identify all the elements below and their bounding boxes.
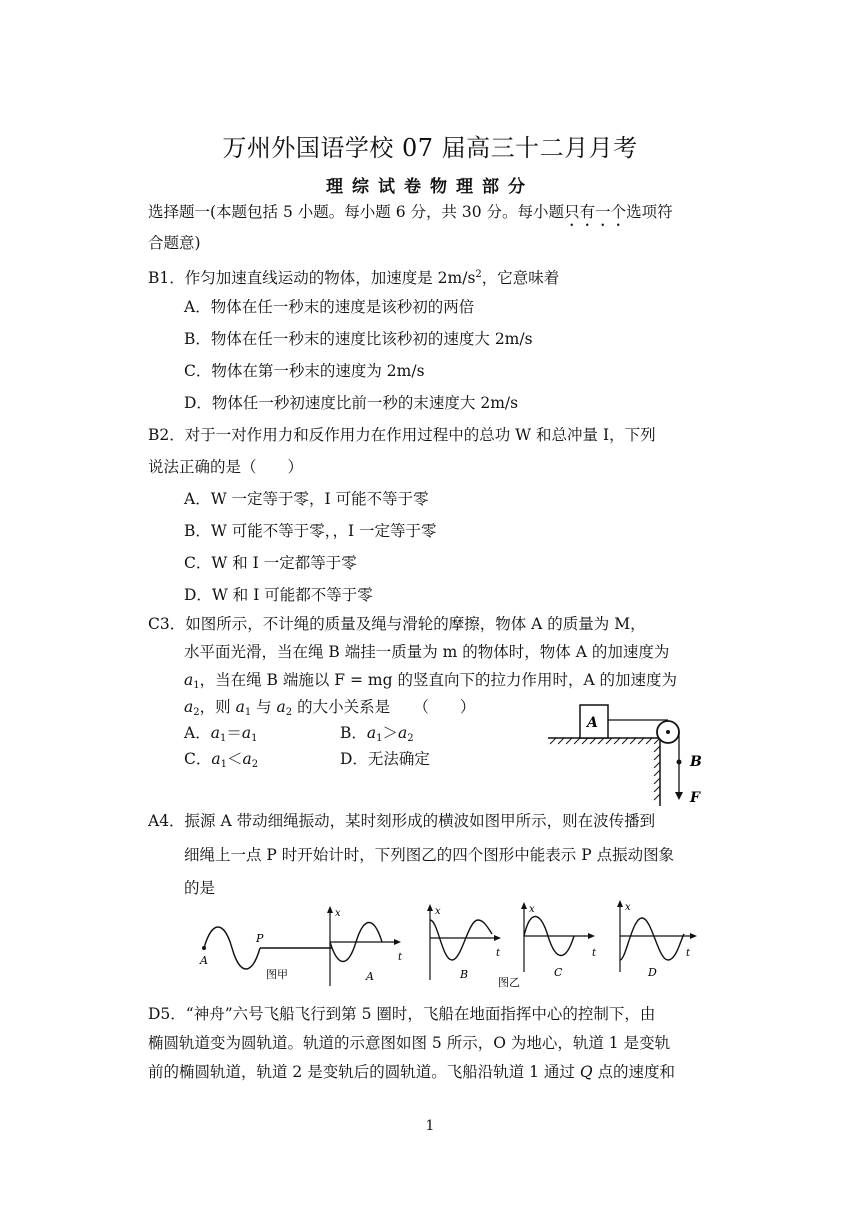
axis-x-a: x (335, 908, 341, 919)
section-intro: 选择题一(本题包括 5 小题。每小题 6 分，共 30 分。每小题只有一个选项符 (148, 203, 673, 221)
q2-option-c: C．W 和 I 一定都等于零 (184, 554, 357, 572)
axis-x-d: x (625, 902, 631, 913)
q3-option-a: A．$a_1=a_1$ (184, 724, 258, 744)
point-a (202, 946, 206, 950)
label-f: F (690, 790, 700, 806)
graph-label-d: D (648, 966, 657, 979)
label-fig-jia: 图甲 (266, 968, 288, 981)
q5-stem: D5．“神舟”六号飞船飞行到第 5 圈时，飞船在地面指挥中心的控制下，由 (148, 1005, 656, 1023)
label-point-p: P (256, 932, 264, 945)
q3-pulley-figure (540, 696, 720, 808)
force-arrow (675, 792, 683, 800)
q3-stem-3: $a_1$，当在绳 B 端施以 F = mg 的竖直向下的拉力作用时，A 的加速度为 (184, 671, 678, 691)
axis-t-b: t (496, 948, 501, 959)
q1-option-a: A．物体在任一秒末的速度是该秒初的两倍 (184, 298, 475, 316)
q1-option-d: D．物体任一秒初速度比前一秒的末速度大 2m/s (184, 394, 519, 412)
page-subtitle: 理综试卷物理部分 (326, 177, 534, 197)
q2-option-b: B．W 可能不等于零，，I 一定等于零 (184, 522, 437, 540)
axis-t-a: t (398, 952, 403, 963)
q3-stem: C3．如图所示，不计绳的质量及绳与滑轮的摩擦，物体 A 的质量为 M， (148, 615, 646, 633)
q1-option-b: B．物体在任一秒末的速度比该秒初的速度大 2m/s (184, 330, 533, 348)
q4-wave-figure (196, 898, 706, 992)
wave-jia (204, 927, 260, 969)
block-a-label: A (587, 715, 598, 731)
q3-option-d: D．无法确定 (340, 750, 430, 768)
graph-label-c: C (554, 966, 563, 979)
q2-option-d: D．W 和 I 可能都不等于零 (184, 586, 373, 604)
label-fig-yi: 图乙 (498, 976, 520, 989)
page-number: 1 (425, 1118, 435, 1134)
q5-stem-3: 前的椭圆轨道，轨道 2 是变轨后的圆轨道。飞船沿轨道 1 通过 Q 点的速度和 (148, 1063, 676, 1081)
table-hatching (550, 738, 660, 744)
axis-t-c: t (592, 948, 597, 959)
q4-stem-2: 细绳上一点 P 时开始计时，下列图乙的四个图形中能表示 P 点振动图象 (184, 846, 675, 864)
q2-stem-cont: 说法正确的是（ ） (148, 458, 304, 476)
section-intro-cont: 合题意) (148, 234, 201, 252)
q4-stem-3: 的是 (184, 879, 216, 897)
label-point-a: A (200, 954, 208, 967)
rope-end-b (677, 760, 682, 765)
graph-label-b: B (460, 968, 469, 981)
axis-x-b: x (435, 906, 441, 917)
page-title: 万州外国语学校 07 届高三十二月月考 (222, 134, 638, 162)
q3-option-b: B．$a_1>a_2$ (340, 724, 414, 744)
q3-stem-2: 水平面光滑，当在绳 B 端挂一质量为 m 的物体时，物体 A 的加速度为 (184, 643, 670, 661)
pulley-axle (666, 730, 670, 734)
q4-stem: A4．振源 A 带动细绳振动，某时刻形成的横波如图甲所示，则在波传播到 (148, 812, 656, 830)
q3-option-c: C．$a_1<a_2$ (184, 750, 259, 770)
wall-hatching (654, 746, 660, 800)
axis-t-d: t (686, 948, 691, 959)
q2-stem: B2．对于一对作用力和反作用力在作用过程中的总功 W 和总冲量 I，下列 (148, 426, 656, 444)
q2-option-a: A．W 一定等于零，I 可能不等于零 (184, 490, 429, 508)
q3-stem-4: $a_2$，则 $a_1$ 与 $a_2$ 的大小关系是 （ ） (184, 698, 476, 718)
q5-stem-2: 椭圆轨道变为圆轨道。轨道的示意图如图 5 所示，O 为地心，轨道 1 是变轨 (148, 1034, 671, 1052)
graph-label-a: A (366, 970, 374, 983)
q1-option-c: C．物体在第一秒末的速度为 2m/s (184, 362, 425, 380)
axis-x-c: x (529, 904, 535, 915)
label-b: B (690, 754, 702, 770)
q1-stem: B1．作匀加速直线运动的物体，加速度是 $2m/s^2$，它意味着 (148, 269, 560, 287)
